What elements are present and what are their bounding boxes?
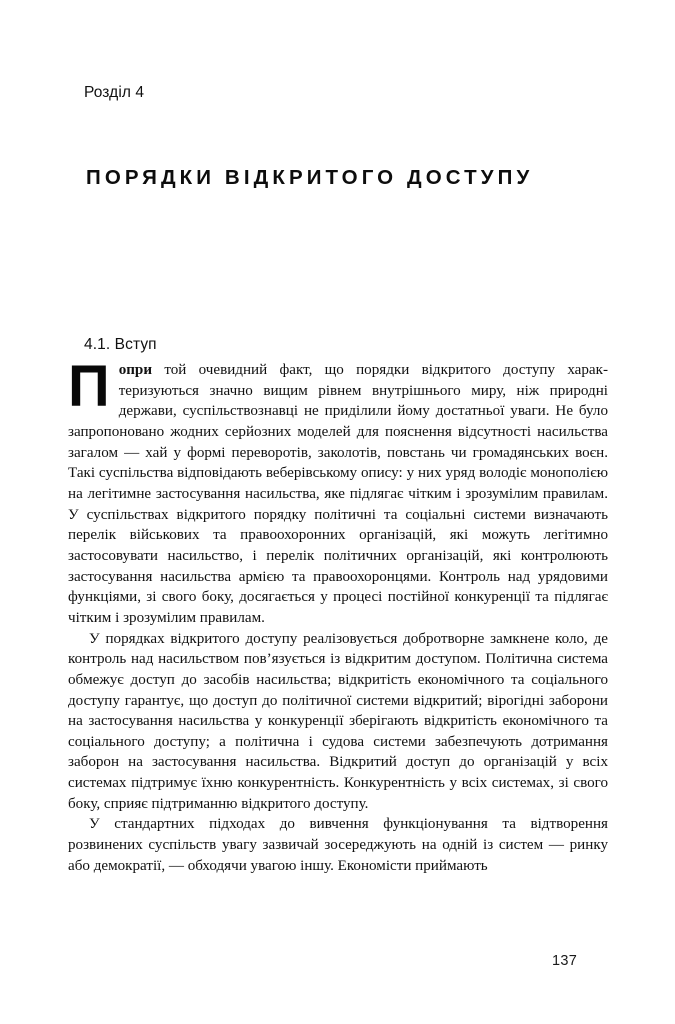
paragraph-1-text: той очевидний факт, що порядки відкритого доступу характеризуються значно вищим рівнем внутрішнього миру, ніж природні держави, суспільствознавці не приділили йому достатньої уваги. Не було запропоновано жодних серйозних моделей для пояснення відсутності насильства загалом — хай у формі переворотів, заколотів, повстань чи громадянських воєн. Такі суспільства відповідають веберівському опису: у них уряд володіє монополією на легітимне застосування насильства, яке підлягає чітким і зрозумілим правилам. У суспільствах відкритого порядку політичні та соціальні системи визначають перелік військових та правоохоронних організацій, які можуть легітимно застосовувати насильство, і перелік політичних організацій, які контролюють застосування насильства армією та правоохоронцями. Контроль над урядовими функціями, зі свого боку, досягається у процесі постійної конкуренції та підлягає чітким і зрозумілим правилам. xyxy=(68,362,608,626)
page-number: 137 xyxy=(552,953,578,969)
chapter-title: ПОРЯДКИ ВІДКРИТОГО ДОСТУПУ xyxy=(86,165,534,189)
chapter-label: Розділ 4 xyxy=(84,84,145,101)
body-text-block xyxy=(68,354,608,876)
paragraph-1 xyxy=(68,354,608,629)
paragraph-1-lead-bold: опри xyxy=(118,362,153,378)
paragraph-2: У порядках відкритого доступу реалізовується добротворне замкнене коло, де контроль над насильством пов’язується із відкритим доступом. Політична система обмежує доступ до засобів насильства; відкритість економічного та соціального доступу гарантує, що доступ до політичної системи відкритий; вірогідні заборони на застосування насильства у конкуренції зберігають відкритість економічного та соціального доступу; а політична і судова системи забезпечують дотримання заборон на застосування насильства. Відкритий доступ до організацій у всіх системах підтримує їхню конкурентність. Конкурентність у всіх системах, зі свого боку, сприяє підтриманню відкритого доступу. xyxy=(68,630,608,812)
paragraph-3: У стандартних підходах до вивчення функціонування та відтворення розвинених суспільств увагу зазвичай зосереджують на одній із систем — ринку або демократії, — обходячи увагою іншу. Економісти приймають xyxy=(68,816,608,874)
drop-cap: П xyxy=(68,354,110,419)
section-heading: 4.1. Вступ xyxy=(84,335,157,353)
